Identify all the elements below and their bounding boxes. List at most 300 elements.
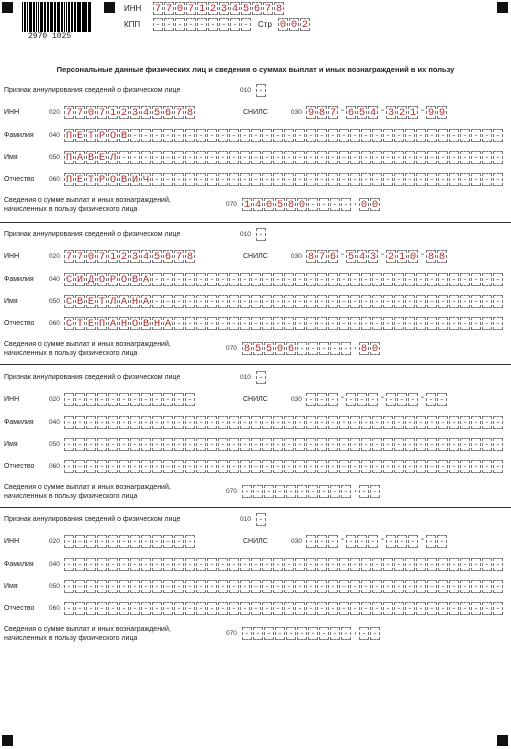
sum-int-cell (286, 485, 296, 498)
patronymic-cells-cell (306, 173, 316, 186)
name-cells-cell (108, 438, 118, 451)
inn-cells[interactable] (64, 250, 196, 263)
surname-cells-cell (449, 558, 459, 571)
header-kpp-cell (219, 18, 229, 31)
inn-cells-cell (97, 535, 107, 548)
code-070: 070 (226, 345, 237, 352)
name-cells-cell (141, 438, 151, 451)
patronymic-cells-cell (207, 317, 217, 330)
surname-cells-cell (163, 273, 173, 286)
snils-cell: 1 (409, 107, 417, 119)
name-cells-cell (493, 151, 503, 164)
patronymic-cells-cell: В (142, 318, 150, 330)
name-cells-cell (350, 151, 360, 164)
name-cells-cell (383, 438, 393, 451)
name-cells-cell (471, 438, 481, 451)
patronymic-cells-cell (185, 602, 195, 615)
patronymic-cells-cell (328, 460, 338, 473)
name-cells-cell (493, 438, 503, 451)
header-inn-cell: 7 (264, 3, 272, 15)
patronymic-cells-cell (295, 602, 305, 615)
patronymic-cells-cell (328, 602, 338, 615)
surname-cells-cell (295, 129, 305, 142)
header-inn-cell: 4 (231, 3, 239, 15)
header-inn-cells[interactable] (153, 2, 285, 15)
surname-cells-cell (328, 558, 338, 571)
patronymic-cells-cell (229, 602, 239, 615)
surname-cells-cell (493, 273, 503, 286)
snils-cell (346, 535, 356, 548)
name-cells-cell (130, 580, 140, 593)
patronymic-cells[interactable] (64, 317, 504, 330)
patronymic-cells-cell (273, 317, 283, 330)
name-label: Имя (4, 583, 18, 590)
name-cells-cell (152, 580, 162, 593)
barcode-bar (69, 2, 70, 32)
name-cells-cell (383, 295, 393, 308)
barcode-bar (77, 2, 78, 32)
barcode-bar (90, 2, 91, 32)
patronymic-cells-cell (438, 460, 448, 473)
separator: - (339, 250, 346, 261)
name-cells-cell (240, 438, 250, 451)
cancel-cell-box-cell (256, 371, 266, 384)
name-label: Имя (4, 441, 18, 448)
surname-cells-cell (361, 416, 371, 429)
name-cells-cell (471, 580, 481, 593)
surname-cells-cell (361, 129, 371, 142)
surname-cells-cell (383, 129, 393, 142)
header-inn-cell: 7 (165, 3, 173, 15)
surname-cells-cell: Е (76, 130, 84, 142)
corner-marker-bottom-right (497, 735, 508, 746)
surname-cells[interactable] (64, 416, 504, 429)
surname-cells-cell (339, 129, 349, 142)
surname-cells-cell (251, 273, 261, 286)
sum-label-line2: начисленных в пользу физического лица (4, 635, 138, 642)
sum-cells[interactable] (242, 485, 381, 498)
surname-cells-cell (86, 416, 96, 429)
name-cells-cell (163, 151, 173, 164)
name-cells-cell (97, 438, 107, 451)
inn-cells-cell: 8 (186, 251, 194, 263)
name-cells-cell (372, 438, 382, 451)
name-cells-cell (471, 295, 481, 308)
name-cells-cell (284, 151, 294, 164)
name-cells-cell (427, 151, 437, 164)
snils-cell (397, 393, 407, 406)
surname-cells-cell (273, 273, 283, 286)
snils-label: СНИЛС (243, 538, 268, 545)
snils-cell (437, 393, 447, 406)
inn-cells-cell (119, 393, 129, 406)
surname-cells-cell (108, 416, 118, 429)
surname-cells-cell (218, 129, 228, 142)
snils-cells[interactable] (306, 250, 448, 263)
patronymic-cells-cell (152, 602, 162, 615)
surname-cells-cell (339, 273, 349, 286)
name-cells-cell (460, 151, 470, 164)
surname-cells-cell (471, 416, 481, 429)
sum-int-cell (286, 627, 296, 640)
cancel-cell-box[interactable] (256, 371, 267, 384)
surname-cells-cell (152, 558, 162, 571)
snils-cell: 5 (358, 107, 366, 119)
sum-frac-cell (370, 485, 380, 498)
name-cells-cell (75, 580, 85, 593)
surname-cells-cell (152, 273, 162, 286)
patronymic-cells-cell (218, 317, 228, 330)
code-060: 060 (49, 176, 60, 183)
surname-cells-cell (196, 129, 206, 142)
name-cells-cell (207, 438, 217, 451)
snils-cell: 9 (427, 107, 435, 119)
inn-cells-cell (86, 393, 96, 406)
patronymic-cells-cell (218, 602, 228, 615)
patronymic-cells-cell (394, 602, 404, 615)
code-010: 010 (240, 516, 251, 523)
patronymic-cells-cell: П (65, 174, 73, 186)
patronymic-cells-cell (427, 460, 437, 473)
surname-cells[interactable] (64, 129, 504, 142)
sum-cells[interactable] (242, 627, 381, 640)
cancel-label: Признак аннулирования сведений о физическом лице (4, 516, 181, 523)
header-page-cell: 2 (301, 19, 309, 31)
snils-cell: 0 (409, 251, 417, 263)
snils-cell: 9 (438, 107, 446, 119)
name-cells-cell (240, 151, 250, 164)
name-cells-cell (174, 438, 184, 451)
name-cells-cell (97, 580, 107, 593)
inn-cells[interactable] (64, 393, 196, 406)
sum-int-cell (264, 485, 274, 498)
header-kpp-cells[interactable] (153, 18, 252, 31)
barcode-bar (72, 2, 73, 32)
sum-int-cell (330, 485, 340, 498)
sum-int-cell (341, 485, 351, 498)
header-inn-cell: 7 (154, 3, 162, 15)
patronymic-cells-cell (482, 317, 492, 330)
snils-cell: 2 (387, 251, 395, 263)
name-cells-cell (207, 151, 217, 164)
sum-int-cell (341, 627, 351, 640)
patronymic-cells-cell (383, 460, 393, 473)
surname-cells-cell (284, 416, 294, 429)
cancel-cell-box[interactable] (256, 84, 267, 97)
inn-cells[interactable] (64, 106, 196, 119)
surname-cells-cell: Р (98, 130, 106, 142)
patronymic-cells[interactable] (64, 460, 504, 473)
sum-int-cell: 4 (254, 199, 262, 211)
patronymic-cells-cell (218, 173, 228, 186)
name-cells-cell (130, 438, 140, 451)
surname-cells-cell (163, 129, 173, 142)
patronymic-cells-cell (482, 460, 492, 473)
name-cells-cell (372, 580, 382, 593)
decimal-point: . (352, 198, 359, 209)
patronymic-cells-cell (449, 602, 459, 615)
patronymic-cells-cell (471, 460, 481, 473)
snils-label: СНИЛС (243, 109, 268, 116)
code-030: 030 (291, 253, 302, 260)
surname-cells[interactable] (64, 273, 504, 286)
code-070: 070 (226, 201, 237, 208)
surname-cells-cell (328, 129, 338, 142)
barcode-bar (86, 2, 87, 32)
name-cells-cell (284, 295, 294, 308)
snils-cells[interactable] (306, 106, 448, 119)
surname-cells-cell (130, 558, 140, 571)
corner-marker-top-left (2, 2, 13, 13)
surname-cells-cell (405, 129, 415, 142)
patronymic-cells-cell (240, 602, 250, 615)
patronymic-cells-cell (240, 460, 250, 473)
inn-cells[interactable] (64, 535, 196, 548)
header-kpp-cell (164, 18, 174, 31)
inn-cells-cell: 1 (109, 107, 117, 119)
surname-cells-cell (372, 129, 382, 142)
surname-cells-cell (130, 416, 140, 429)
patronymic-cells-cell: С (65, 318, 73, 330)
surname-cells-cell (460, 129, 470, 142)
surname-cells-cell (405, 416, 415, 429)
header-page-cell: 0 (290, 19, 298, 31)
decimal-point: . (352, 627, 359, 638)
surname-cells-cell (427, 558, 437, 571)
cancel-cell-box-cell (256, 228, 266, 241)
name-cells-cell (449, 295, 459, 308)
patronymic-cells-cell (372, 602, 382, 615)
name-cells-cell (295, 295, 305, 308)
name-cells-cell (251, 295, 261, 308)
patronymic-cells-cell (449, 173, 459, 186)
code-020: 020 (49, 253, 60, 260)
name-cells-cell (482, 580, 492, 593)
barcode-bar (38, 2, 39, 32)
inn-cells-cell: 1 (109, 251, 117, 263)
name-cells-cell (416, 295, 426, 308)
header-kpp-cell (241, 18, 251, 31)
patronymic-cells-cell (405, 602, 415, 615)
surname-cells-cell (75, 558, 85, 571)
header-kpp-cell (197, 18, 207, 31)
name-cells-cell (262, 580, 272, 593)
sum-label-line1: Сведения о сумме выплат и иных вознаграждений, (4, 484, 171, 491)
name-cells[interactable] (64, 295, 504, 308)
surname-cells-cell (207, 129, 217, 142)
header-kpp-cell (153, 18, 163, 31)
name-cells-cell (174, 151, 184, 164)
patronymic-cells[interactable] (64, 602, 504, 615)
surname-cells-cell (284, 129, 294, 142)
barcode-bar (41, 2, 43, 32)
name-cells-cell (273, 151, 283, 164)
sum-int-cell (330, 627, 340, 640)
patronymic-cells-cell: О (131, 318, 139, 330)
name-cells-cell (438, 151, 448, 164)
header-inn-cell: 7 (187, 3, 195, 15)
surname-cells-cell: О (109, 130, 117, 142)
sum-int-cell (297, 627, 307, 640)
surname-cells-cell (218, 416, 228, 429)
name-cells-cell (394, 151, 404, 164)
surname-cells-cell (185, 273, 195, 286)
name-cells-cell (273, 438, 283, 451)
header-kpp-label: КПП (124, 20, 141, 29)
name-cells-cell (185, 151, 195, 164)
surname-cells-cell (262, 416, 272, 429)
surname-cells-cell (383, 273, 393, 286)
header-kpp-cell (175, 18, 185, 31)
snils-cell: 4 (369, 107, 377, 119)
surname-cells-cell (372, 558, 382, 571)
inn-cells-cell (130, 535, 140, 548)
patronymic-cells-cell (251, 173, 261, 186)
cancel-cell-box[interactable] (256, 228, 267, 241)
separator: - (379, 250, 386, 261)
snils-cell (357, 393, 367, 406)
name-cells-cell (328, 438, 338, 451)
patronymic-cells-cell (295, 460, 305, 473)
patronymic-label: Отчество (4, 176, 35, 183)
inn-cells-cell: 4 (142, 107, 150, 119)
patronymic-cells-cell: А (164, 318, 172, 330)
patronymic-cells-cell (427, 602, 437, 615)
patronymic-cells-cell (449, 317, 459, 330)
surname-cells-cell (438, 416, 448, 429)
sum-int-cell: 5 (276, 199, 284, 211)
inn-cells-cell (97, 393, 107, 406)
inn-cells-cell (163, 535, 173, 548)
inn-cells-cell (108, 393, 118, 406)
patronymic-cells-cell (284, 602, 294, 615)
header-inn-cell: 3 (220, 3, 228, 15)
snils-cell: 9 (307, 107, 315, 119)
separator: - (339, 106, 346, 117)
header-page-cells[interactable] (278, 18, 311, 31)
sum-int-cell (330, 198, 340, 211)
patronymic-cells-cell (240, 173, 250, 186)
header-page-label: Стр (258, 20, 272, 29)
cancel-cell-box[interactable] (256, 513, 267, 526)
barcode-bar (83, 2, 84, 32)
patronymic-cells-cell (196, 460, 206, 473)
sum-int-cell (308, 342, 318, 355)
name-cells[interactable] (64, 580, 504, 593)
snils-cell (408, 535, 418, 548)
surname-cells-cell (471, 273, 481, 286)
sum-int-cell: 0 (298, 199, 306, 211)
surname-cells-cell (339, 558, 349, 571)
name-cells-cell (295, 438, 305, 451)
patronymic-cells-cell (262, 460, 272, 473)
surname-cells-cell (284, 273, 294, 286)
surname-cells-cell (273, 558, 283, 571)
snils-cells[interactable] (306, 535, 448, 548)
patronymic-cells-cell (416, 173, 426, 186)
code-050: 050 (49, 583, 60, 590)
name-cells-cell (152, 151, 162, 164)
sum-int-cell (253, 627, 263, 640)
header-inn-label: ИНН (124, 4, 142, 13)
surname-cells-cell (196, 558, 206, 571)
header-inn-cell: 8 (275, 3, 283, 15)
surname-cells-cell (240, 129, 250, 142)
name-cells-cell (416, 580, 426, 593)
surname-cells-cell: Т (87, 130, 95, 142)
patronymic-cells-cell (119, 460, 129, 473)
code-060: 060 (49, 605, 60, 612)
surname-cells-cell (75, 416, 85, 429)
inn-cells-cell: 7 (98, 107, 106, 119)
name-cells-cell: Т (98, 296, 106, 308)
sum-int-cell (264, 627, 274, 640)
patronymic-cells-cell (75, 602, 85, 615)
patronymic-cells-cell (306, 317, 316, 330)
sum-cells[interactable] (242, 342, 381, 355)
surname-cells-cell (471, 129, 481, 142)
inn-cells-cell: 5 (153, 251, 161, 263)
sum-int-cell (319, 485, 329, 498)
patronymic-cells-cell (130, 602, 140, 615)
surname-cells-cell (64, 416, 74, 429)
patronymic-cells-cell (405, 460, 415, 473)
name-cells-cell (361, 151, 371, 164)
name-cells-cell (251, 438, 261, 451)
surname-cells-cell: В (131, 274, 139, 286)
inn-cells-cell (108, 535, 118, 548)
header-kpp-cell (186, 18, 196, 31)
patronymic-cells-cell (185, 317, 195, 330)
patronymic-cells-cell (174, 602, 184, 615)
surname-cells-cell (416, 129, 426, 142)
code-040: 040 (49, 561, 60, 568)
code-050: 050 (49, 441, 60, 448)
name-cells-cell (427, 438, 437, 451)
sum-label-line1: Сведения о сумме выплат и иных вознаграждений, (4, 341, 171, 348)
patronymic-cells-cell (405, 317, 415, 330)
surname-cells-cell: О (98, 274, 106, 286)
surname-cells[interactable] (64, 558, 504, 571)
name-cells-cell: В (76, 296, 84, 308)
sum-frac-cell: 8 (360, 343, 368, 355)
surname-cells-cell (218, 273, 228, 286)
sum-cells[interactable] (242, 198, 381, 211)
name-cells[interactable] (64, 151, 504, 164)
surname-cells-cell (317, 129, 327, 142)
barcode-bar (31, 2, 32, 32)
snils-cells[interactable] (306, 393, 448, 406)
header-kpp-cell (208, 18, 218, 31)
inn-cells-cell: 2 (120, 107, 128, 119)
code-020: 020 (49, 538, 60, 545)
surname-cells-cell (251, 558, 261, 571)
inn-cells-cell (152, 393, 162, 406)
name-cells-cell (416, 151, 426, 164)
surname-cells-cell (207, 416, 217, 429)
name-cells-cell (405, 151, 415, 164)
barcode-bar (51, 2, 52, 32)
patronymic-cells[interactable] (64, 173, 504, 186)
name-cells-cell: А (120, 296, 128, 308)
surname-cells-cell (86, 558, 96, 571)
inn-cells-cell (86, 535, 96, 548)
patronymic-cells-cell (350, 173, 360, 186)
surname-cells-cell: А (142, 274, 150, 286)
name-cells-cell (196, 151, 206, 164)
patronymic-cells-cell (317, 460, 327, 473)
name-cells[interactable] (64, 438, 504, 451)
